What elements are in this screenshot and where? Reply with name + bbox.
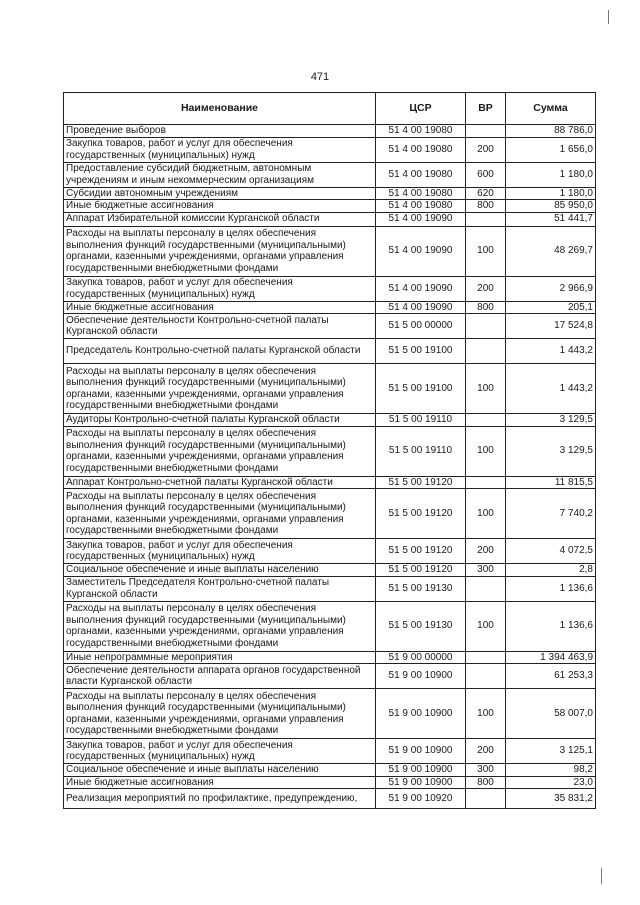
row-sum: 11 815,5: [506, 476, 596, 489]
table-row: [64, 651, 596, 664]
row-name: Иные бюджетные ассигнования: [64, 301, 376, 314]
row-sum: 17 524,8: [506, 314, 596, 339]
table-row: [64, 601, 596, 651]
row-sum: 51 441,7: [506, 212, 596, 226]
table-row: [64, 476, 596, 489]
table-row: [64, 187, 596, 200]
row-sum: 2 966,9: [506, 276, 596, 301]
row-code: 51 9 00 10900: [376, 689, 466, 739]
row-name: Аппарат Контрольно-счетной палаты Курганской области: [64, 476, 376, 489]
table-row: [64, 212, 596, 226]
row-code: 51 5 00 19110: [376, 414, 466, 427]
row-sum: 1 394 463,9: [506, 651, 596, 664]
table-row: [64, 739, 596, 764]
row-vr: 100: [466, 364, 506, 414]
table-row: [64, 789, 596, 809]
row-sum: 98,2: [506, 764, 596, 777]
row-sum: 23,0: [506, 776, 596, 789]
row-sum: 1 656,0: [506, 137, 596, 162]
row-name: Закупка товаров, работ и услуг для обеспечения государственных (муниципальных) нужд: [64, 539, 376, 564]
row-vr: 200: [466, 539, 506, 564]
row-code: 51 5 00 19100: [376, 364, 466, 414]
row-vr: 100: [466, 426, 506, 476]
row-name: Расходы на выплаты персоналу в целях обеспечения выполнения функций государственными (муниципальными) органами, казенными учреждениями, органами управления государственными внебюджетными фондами: [64, 226, 376, 276]
table-row: [64, 764, 596, 777]
column-header-code: ЦСР: [376, 93, 466, 125]
row-sum: 85 950,0: [506, 200, 596, 213]
row-sum: 205,1: [506, 301, 596, 314]
row-vr: 300: [466, 564, 506, 577]
row-name: Предоставление субсидий бюджетным, автономным учреждениям и иным некоммерческим организациям: [64, 162, 376, 187]
row-sum: 1 443,2: [506, 339, 596, 364]
row-vr: 100: [466, 689, 506, 739]
row-sum: 4 072,5: [506, 539, 596, 564]
table-row: [64, 162, 596, 187]
column-header-vr: ВР: [466, 93, 506, 125]
table-row: [64, 576, 596, 601]
row-vr: 200: [466, 276, 506, 301]
table-header: [64, 93, 596, 125]
column-header-sum: Сумма: [506, 93, 596, 125]
row-vr: 200: [466, 137, 506, 162]
row-code: 51 5 00 19130: [376, 601, 466, 651]
row-code: 51 5 00 19110: [376, 426, 466, 476]
scan-mark: [601, 868, 602, 884]
table-row: [64, 339, 596, 364]
table-row: [64, 426, 596, 476]
table-row: [64, 489, 596, 539]
row-vr: 200: [466, 739, 506, 764]
row-name: Иные непрограммные мероприятия: [64, 651, 376, 664]
row-sum: 3 129,5: [506, 426, 596, 476]
row-vr: [466, 789, 506, 809]
table-row: [64, 314, 596, 339]
row-sum: 88 786,0: [506, 125, 596, 138]
row-code: 51 5 00 19130: [376, 576, 466, 601]
row-name: Проведение выборов: [64, 125, 376, 138]
table-row: [64, 776, 596, 789]
row-name: Обеспечение деятельности аппарата органов государственной власти Курганской области: [64, 664, 376, 689]
row-vr: 620: [466, 187, 506, 200]
row-vr: 800: [466, 200, 506, 213]
row-code: 51 5 00 19120: [376, 476, 466, 489]
page-number: 471: [310, 71, 330, 83]
row-vr: 300: [466, 764, 506, 777]
row-code: 51 9 00 10900: [376, 764, 466, 777]
row-name: Реализация мероприятий по профилактике, предупреждению,: [64, 789, 376, 809]
row-sum: 35 831,2: [506, 789, 596, 809]
row-code: 51 5 00 19100: [376, 339, 466, 364]
row-name: Иные бюджетные ассигнования: [64, 776, 376, 789]
row-name: Закупка товаров, работ и услуг для обеспечения государственных (муниципальных) нужд: [64, 739, 376, 764]
row-name: Социальное обеспечение и иные выплаты населению: [64, 764, 376, 777]
row-vr: 800: [466, 776, 506, 789]
table-row: [64, 200, 596, 213]
row-name: Расходы на выплаты персоналу в целях обеспечения выполнения функций государственными (муниципальными) органами, казенными учреждениями, органами управления государственными внебюджетными фондами: [64, 689, 376, 739]
row-sum: 3 125,1: [506, 739, 596, 764]
row-code: 51 4 00 19080: [376, 125, 466, 138]
table-row: [64, 301, 596, 314]
row-code: 51 9 00 10900: [376, 776, 466, 789]
row-vr: [466, 664, 506, 689]
row-name: Закупка товаров, работ и услуг для обеспечения государственных (муниципальных) нужд: [64, 276, 376, 301]
row-name: Председатель Контрольно-счетной палаты Курганской области: [64, 339, 376, 364]
row-sum: 1 136,6: [506, 601, 596, 651]
row-code: 51 9 00 10920: [376, 789, 466, 809]
table-row: [64, 414, 596, 427]
table-row: [64, 226, 596, 276]
row-sum: 3 129,5: [506, 414, 596, 427]
row-name: Расходы на выплаты персоналу в целях обеспечения выполнения функций государственными (муниципальными) органами, казенными учреждениями, органами управления государственными внебюджетными фондами: [64, 489, 376, 539]
row-code: 51 9 00 10900: [376, 739, 466, 764]
row-vr: [466, 212, 506, 226]
row-code: 51 5 00 00000: [376, 314, 466, 339]
row-code: 51 4 00 19080: [376, 200, 466, 213]
row-vr: [466, 125, 506, 138]
row-sum: 1 443,2: [506, 364, 596, 414]
row-code: 51 4 00 19080: [376, 137, 466, 162]
row-sum: 1 180,0: [506, 162, 596, 187]
row-code: 51 4 00 19090: [376, 212, 466, 226]
table-body: [64, 125, 596, 809]
row-code: 51 5 00 19120: [376, 539, 466, 564]
row-vr: 100: [466, 601, 506, 651]
row-sum: 48 269,7: [506, 226, 596, 276]
row-code: 51 4 00 19090: [376, 226, 466, 276]
row-code: 51 9 00 10900: [376, 664, 466, 689]
column-header-name: Наименование: [64, 93, 376, 125]
row-code: 51 4 00 19090: [376, 276, 466, 301]
row-name: Иные бюджетные ассигнования: [64, 200, 376, 213]
table-row: [64, 125, 596, 138]
row-vr: 100: [466, 226, 506, 276]
row-vr: [466, 414, 506, 427]
table-row: [64, 564, 596, 577]
scan-mark: [608, 10, 609, 24]
row-code: 51 5 00 19120: [376, 489, 466, 539]
row-sum: 58 007,0: [506, 689, 596, 739]
table-row: [64, 276, 596, 301]
table-row: [64, 364, 596, 414]
row-sum: 7 740,2: [506, 489, 596, 539]
row-name: Аппарат Избирательной комиссии Курганской области: [64, 212, 376, 226]
row-code: 51 9 00 00000: [376, 651, 466, 664]
row-vr: [466, 339, 506, 364]
row-vr: 100: [466, 489, 506, 539]
row-vr: 800: [466, 301, 506, 314]
row-name: Обеспечение деятельности Контрольно-счетной палаты Курганской области: [64, 314, 376, 339]
row-vr: [466, 651, 506, 664]
row-name: Субсидии автономным учреждениям: [64, 187, 376, 200]
row-code: 51 4 00 19080: [376, 162, 466, 187]
budget-table: [63, 92, 596, 809]
header-row: [64, 93, 596, 125]
row-name: Заместитель Председателя Контрольно-счетной палаты Курганской области: [64, 576, 376, 601]
row-name: Социальное обеспечение и иные выплаты населению: [64, 564, 376, 577]
table-row: [64, 137, 596, 162]
row-name: Расходы на выплаты персоналу в целях обеспечения выполнения функций государственными (муниципальными) органами, казенными учреждениями, органами управления государственными внебюджетными фондами: [64, 364, 376, 414]
table-row: [64, 689, 596, 739]
row-name: Аудиторы Контрольно-счетной палаты Курганской области: [64, 414, 376, 427]
row-sum: 61 253,3: [506, 664, 596, 689]
table-row: [64, 539, 596, 564]
row-code: 51 4 00 19080: [376, 187, 466, 200]
table-row: [64, 664, 596, 689]
row-vr: [466, 476, 506, 489]
row-name: Расходы на выплаты персоналу в целях обеспечения выполнения функций государственными (муниципальными) органами, казенными учреждениями, органами управления государственными внебюджетными фондами: [64, 426, 376, 476]
row-name: Закупка товаров, работ и услуг для обеспечения государственных (муниципальных) нужд: [64, 137, 376, 162]
row-sum: 1 180,0: [506, 187, 596, 200]
row-vr: 600: [466, 162, 506, 187]
row-vr: [466, 314, 506, 339]
row-vr: [466, 576, 506, 601]
row-code: 51 4 00 19090: [376, 301, 466, 314]
row-name: Расходы на выплаты персоналу в целях обеспечения выполнения функций государственными (муниципальными) органами, казенными учреждениями, органами управления государственными внебюджетными фондами: [64, 601, 376, 651]
row-sum: 2,8: [506, 564, 596, 577]
row-sum: 1 136,6: [506, 576, 596, 601]
row-code: 51 5 00 19120: [376, 564, 466, 577]
